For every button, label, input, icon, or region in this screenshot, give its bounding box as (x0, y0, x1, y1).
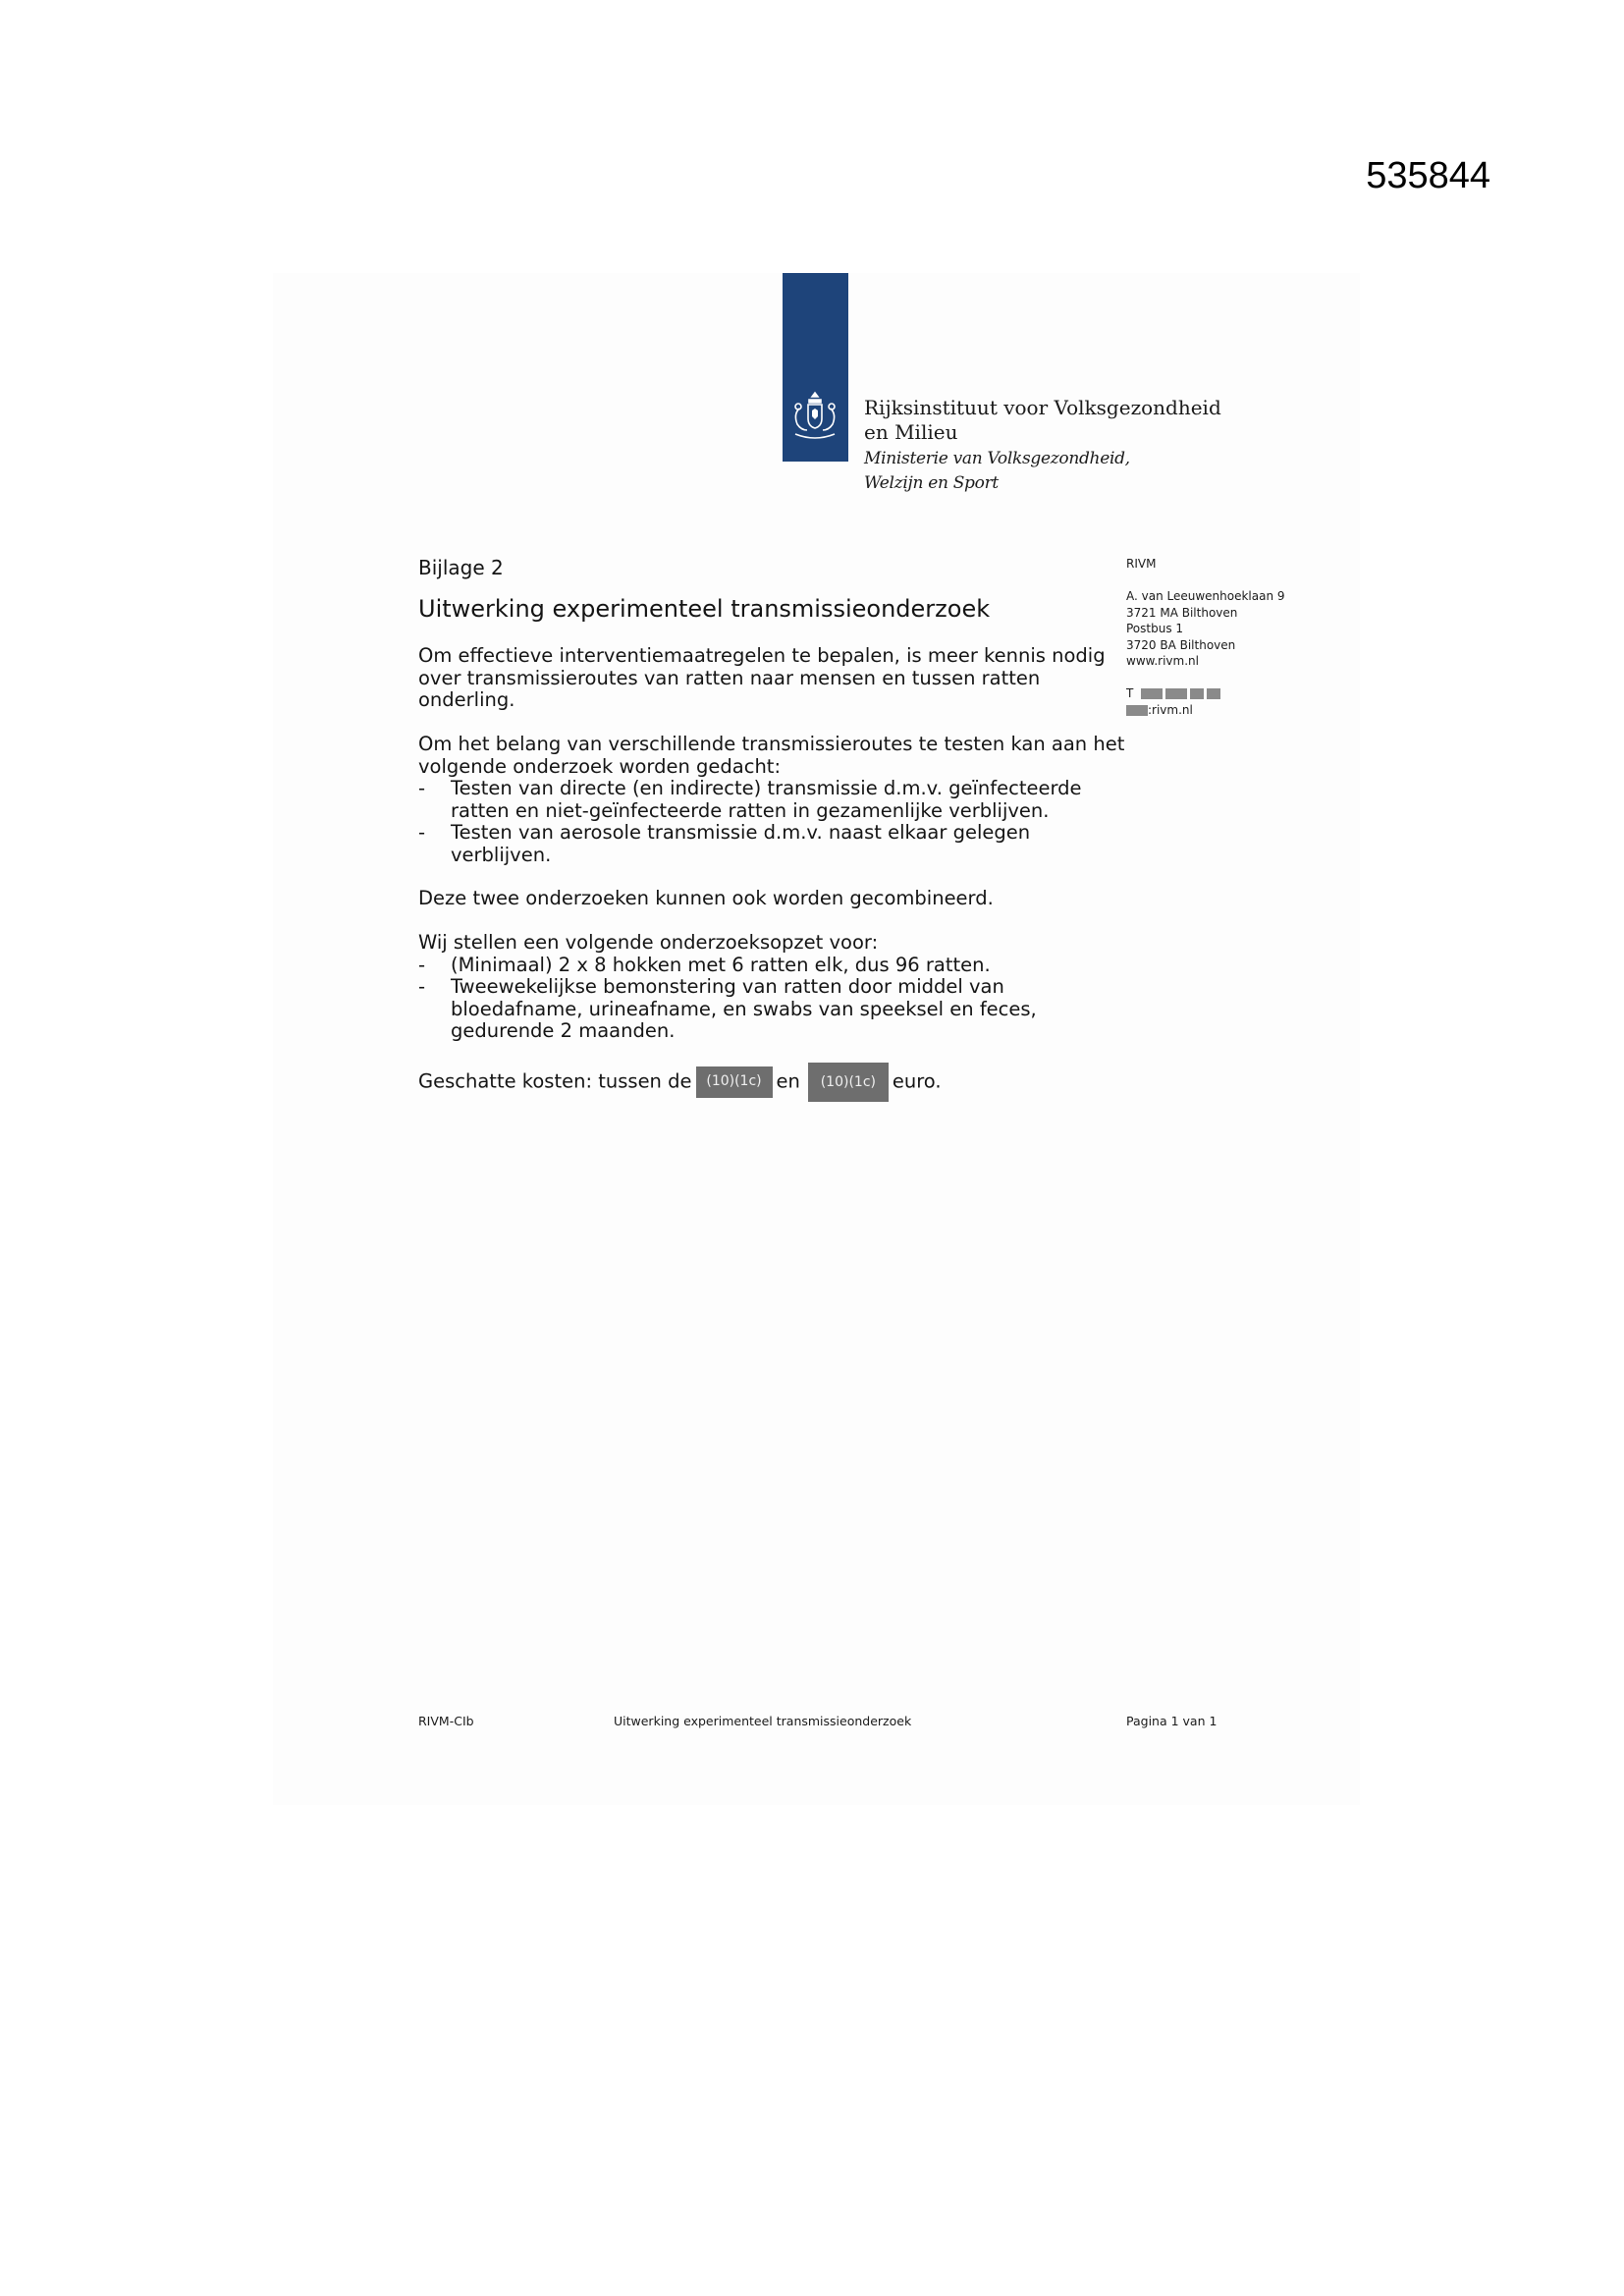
list-bullet: - (418, 975, 426, 998)
footer-org: RIVM-CIb (418, 1714, 474, 1728)
redaction-block (1165, 688, 1187, 699)
paragraph-line: volgende onderzoek worden gedacht: (418, 754, 782, 778)
redaction-block (1141, 688, 1163, 699)
list-bullet: - (418, 821, 426, 844)
document-title: Uitwerking experimenteel transmissieonderzoek (418, 595, 991, 623)
list-item-line: verblijven. (451, 843, 552, 866)
footer-title: Uitwerking experimenteel transmissieonderzoek (614, 1714, 912, 1728)
sidebar-address-line: A. van Leeuwenhoeklaan 9 (1126, 589, 1285, 603)
sidebar-phone: T (1126, 685, 1223, 702)
sidebar-org: RIVM (1126, 557, 1157, 571)
sidebar-address-line: 3721 MA Bilthoven (1126, 605, 1238, 620)
sidebar-email: :rivm.nl (1126, 702, 1193, 719)
footer-page-number: Pagina 1 van 1 (1126, 1714, 1218, 1728)
redaction-block (1207, 688, 1220, 699)
paragraph-line: Om het belang van verschillende transmissieroutes te testen kan aan het (418, 733, 1125, 755)
list-item-line: gedurende 2 maanden. (451, 1019, 676, 1042)
paragraph-line: Deze twee onderzoeken kunnen ook worden gecombineerd. (418, 887, 994, 909)
cost-estimate: Geschatte kosten: tussen de (10)(1c) en (10)(1c) euro. (418, 1063, 942, 1102)
redaction-box: (10)(1c) (808, 1063, 889, 1102)
list-item-line: Testen van aerosole transmissie d.m.v. naast elkaar gelegen (451, 821, 1031, 844)
organization-name: Rijksinstituut voor Volksgezondheid en Milieu (864, 396, 1221, 444)
redaction-box: (10)(1c) (696, 1066, 773, 1098)
list-bullet: - (418, 777, 426, 799)
coat-of-arms-icon (785, 391, 844, 445)
redaction-block (1126, 705, 1148, 716)
sidebar-website: www.rivm.nl (1126, 654, 1199, 668)
annex-label: Bijlage 2 (418, 556, 504, 579)
sidebar-address-line: Postbus 1 (1126, 622, 1184, 635)
paragraph-line: over transmissieroutes van ratten naar mensen en tussen ratten (418, 666, 1041, 689)
ministry-name: Ministerie van Volksgezondheid, Welzijn en Sport (864, 449, 1130, 493)
list-item-line: bloedafname, urineafname, en swabs van speeksel en feces, (451, 997, 1037, 1020)
list-item-line: Tweewekelijkse bemonstering van ratten door middel van (451, 975, 1004, 998)
sidebar-address-line: 3720 BA Bilthoven (1126, 637, 1236, 652)
paragraph-line: Wij stellen een volgende onderzoeksopzet voor: (418, 931, 879, 954)
scanned-page (273, 273, 1360, 1805)
list-item-line: ratten en niet-geïnfecteerde ratten in gezamenlijke verblijven. (451, 798, 1050, 822)
list-item-line: (Minimaal) 2 x 8 hokken met 6 ratten elk, dus 96 ratten. (451, 953, 991, 976)
paragraph-line: onderling. (418, 688, 515, 711)
list-bullet: - (418, 953, 426, 976)
document-number: 535844 (1366, 155, 1490, 196)
list-item-line: Testen van directe (en indirecte) transmissie d.m.v. geïnfecteerde (451, 777, 1082, 799)
redaction-block (1190, 688, 1204, 699)
paragraph-line: Om effectieve interventiemaatregelen te bepalen, is meer kennis nodig (418, 644, 1106, 667)
